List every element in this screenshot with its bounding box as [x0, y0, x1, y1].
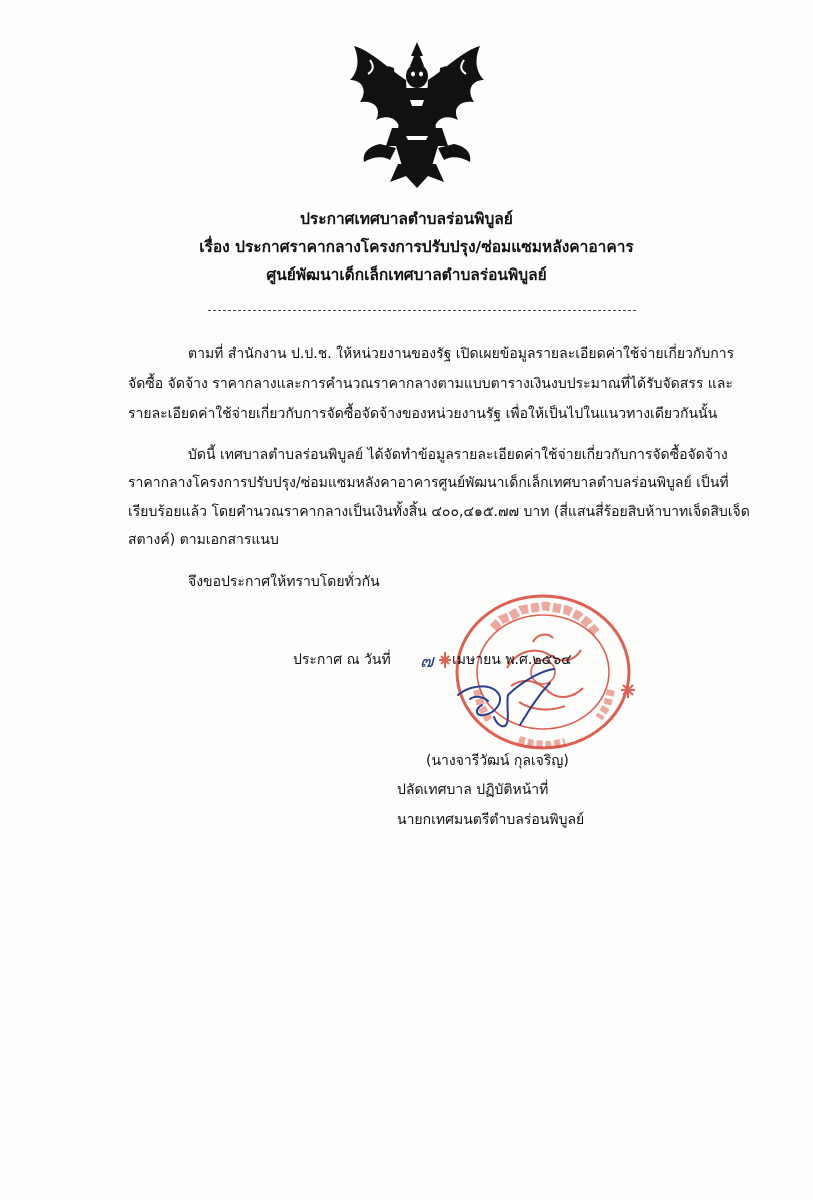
paragraph-1-line-3: รายละเอียดค่าใช้จ่ายเกี่ยวกับการจัดซื้อจัดจ้างของหน่วยงานรัฐ เพื่อให้เป็นไปในแนวทางเดียวกันนั้น: [128, 406, 718, 422]
announcement-title: ประกาศเทศบาลตำบลร่อนพิบูลย์: [300, 210, 513, 228]
paragraph-2-line-1: บัดนี้ เทศบาลตำบลร่อนพิบูลย์ ได้จัดทำข้อมูลรายละเอียดค่าใช้จ่ายเกี่ยวกับการจัดซื้อจัดจ้าง: [188, 447, 728, 463]
signatory-position-1: ปลัดเทศบาล ปฏิบัติหน้าที่: [397, 782, 549, 798]
date-day-handwritten: ๗: [420, 651, 434, 672]
divider-line: [208, 310, 636, 311]
date-prefix: ประกาศ ณ วันที่: [293, 652, 391, 668]
announcement-subject-line2: ศูนย์พัฒนาเด็กเล็กเทศบาลตำบลร่อนพิบูลย์: [266, 266, 547, 284]
garuda-emblem: [340, 40, 495, 190]
paragraph-2-line-3: เรียบร้อยแล้ว โดยคำนวณราคากลางเป็นเงินทั้งสิ้น ๔๐๐,๔๑๕.๗๗ บาท (สี่แสนสี่ร้อยสิบห้าบาทเจ็ดสิบเจ็ด: [128, 504, 750, 520]
date-month-year: เมษายน พ.ศ.๒๕๖๔: [452, 652, 572, 668]
paragraph-1-line-2: จัดซื้อ จัดจ้าง ราคากลางและการคำนวณราคากลางตามแบบตารางเงินงบประมาณที่ได้รับจัดสรร และ: [128, 376, 733, 392]
paragraph-2-line-2: ราคากลางโครงการปรับปรุง/ซ่อมแซมหลังคาอาคารศูนย์พัฒนาเด็กเล็กเทศบาลตำบลร่อนพิบูลย์ เป็นที่: [128, 475, 729, 491]
paragraph-1-line-1: ตามที่ สำนักงาน ป.ป.ช. ให้หน่วยงานของรัฐ เปิดเผยข้อมูลรายละเอียดค่าใช้จ่ายเกี่ยวกับการ: [188, 346, 735, 362]
signatory-position-2: นายกเทศมนตรีตำบลร่อนพิบูลย์: [397, 812, 585, 828]
announcement-subject: เรื่อง ประกาศราคากลางโครงการปรับปรุง/ซ่อมแซมหลังคาอาคาร: [199, 238, 634, 256]
handwritten-signature: [450, 665, 580, 735]
signatory-name: (นางจารีวัฒน์ กุลเจริญ): [426, 753, 569, 769]
closing-statement: จึงขอประกาศให้ทราบโดยทั่วกัน: [188, 574, 380, 590]
paragraph-2-line-4: สตางค์) ตามเอกสารแนบ: [128, 532, 279, 548]
